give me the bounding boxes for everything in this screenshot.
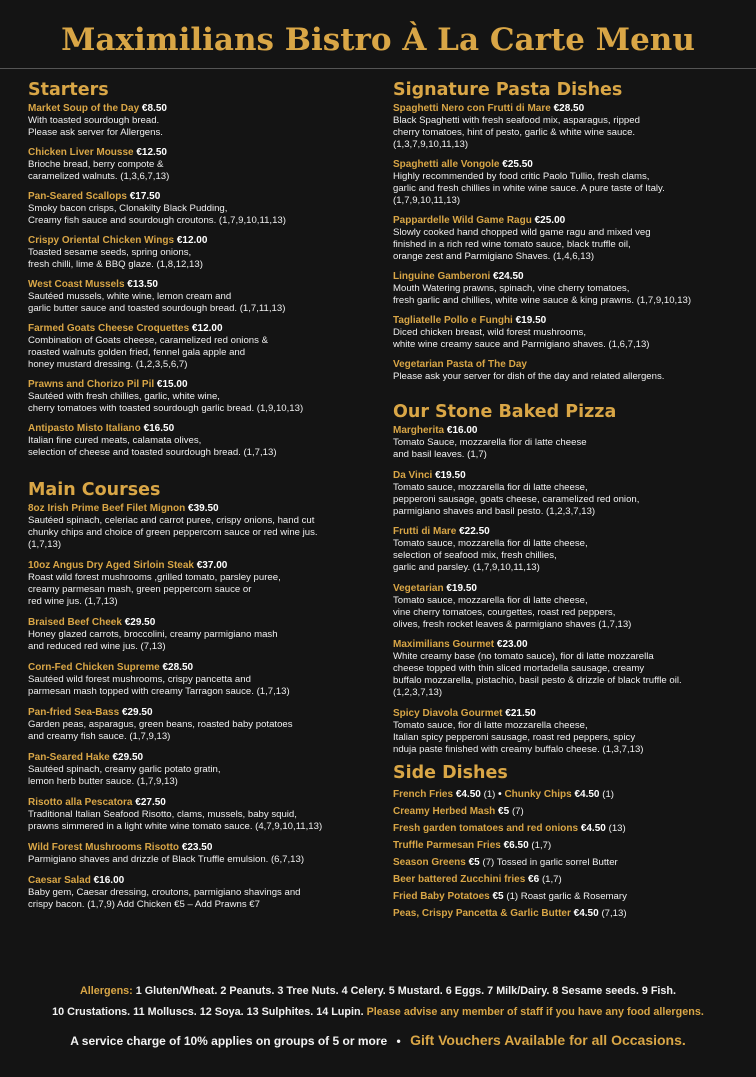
item-name: [393, 639, 745, 651]
item-description: Tomato sauce, fior di latte mozzarella cheese,: [393, 719, 588, 731]
side-price: €4.50: [573, 908, 599, 919]
menu-item: [28, 560, 380, 608]
item-description: Creamy fish sauce and sourdough croutons. (1,7,9,10,11,13): [28, 215, 286, 226]
item-description: and basil leaves. (1,7): [393, 449, 487, 460]
item-description: and reduced red wine jus. (7,13): [28, 641, 166, 652]
item-title: Braised Beef Cheek: [28, 617, 122, 628]
side-allergens: (1,7): [541, 874, 562, 885]
side-allergens: (1): [602, 789, 614, 800]
item-title: Market Soup of the Day: [28, 103, 140, 114]
item-description: Diced chicken breast, wild forest mushrooms,: [393, 327, 587, 338]
item-title: Prawns and Chorizo Pil Pil: [28, 379, 155, 390]
item-description: cheese topped with thin sliced mortadella sausage, creamy: [393, 663, 645, 674]
item-price: €23.50: [181, 842, 213, 853]
item-name: [28, 662, 380, 674]
item-title: Corn-Fed Chicken Supreme: [28, 662, 160, 673]
item-description: orange zest and Parmigiano Shaves. (1,4,6,13): [393, 251, 595, 262]
menu-item: [28, 423, 380, 459]
side-price: €6: [528, 874, 540, 885]
service-charge: A service charge of 10% applies on groups of 5 or more: [70, 1034, 388, 1048]
item-name: [28, 560, 380, 572]
item-title: Da Vinci: [393, 469, 433, 481]
allergy-advice: Please advise any member of staff if you have any food allergens.: [363, 1006, 704, 1018]
side-name: Season Greens: [393, 857, 466, 868]
item-description: olives, fresh rocket leaves & parmigiano shaves (1,7,13): [393, 618, 632, 630]
item-description: (1,3,7,9,10,11,13): [393, 139, 469, 150]
item-description: garlic and fresh chillies in white wine sauce. A pure taste of Italy.: [393, 183, 665, 194]
item-price: €13.50: [127, 279, 158, 290]
item-price: €16.00: [446, 425, 478, 436]
side-item: [393, 888, 745, 905]
menu-item: [393, 470, 745, 518]
item-description: With toasted sourdough bread.: [28, 115, 160, 126]
item-description: parmesan mash topped with creamy Tarragon sauce. (1,7,13): [28, 686, 290, 697]
item-description: Please ask server for Allergens.: [28, 127, 163, 138]
item-name: [28, 191, 380, 203]
menu-item: [28, 235, 380, 271]
menu-item: [393, 639, 745, 699]
item-description: White creamy base (no tomato sauce), fior di latte mozzarella: [393, 651, 654, 662]
item-description: honey mustard dressing. (1,2,3,5,6,7): [28, 359, 188, 370]
item-name: [28, 797, 380, 809]
item-title: West Coast Mussels: [28, 279, 125, 290]
item-description: buffalo mozzarella, pistachio, basil pesto & drizzle of black truffle oil.: [393, 675, 682, 686]
item-description: Italian fine cured meats, calamata olives,: [28, 435, 202, 446]
item-price: €8.50: [141, 103, 167, 114]
side-price: €6.50: [503, 840, 529, 851]
side-allergens: (1) Roast garlic & Rosemary: [506, 891, 627, 902]
side-price: €4.50: [574, 789, 600, 800]
menu-item: [393, 583, 745, 631]
menu-item: [28, 503, 380, 551]
item-description: Baby gem, Caesar dressing, croutons, parmigiano shavings and: [28, 887, 301, 898]
item-title: Farmed Goats Cheese Croquettes: [28, 323, 190, 334]
left-column: [28, 79, 380, 920]
item-title: Linguine Gamberoni: [393, 271, 491, 282]
item-name: [28, 147, 380, 159]
item-description: and creamy fish sauce. (1,7,9,13): [28, 731, 171, 742]
mains-heading: Main Courses: [28, 480, 161, 500]
item-price: €37.00: [196, 560, 228, 571]
menu-item: [28, 103, 380, 139]
side-name: Beer battered Zucchini fries: [393, 874, 526, 885]
side-name: Chunky Chips: [504, 789, 572, 800]
item-name: [28, 235, 380, 247]
allergens-legend-2: [0, 1006, 756, 1018]
item-price: €27.50: [135, 797, 166, 808]
sides-heading: Side Dishes: [393, 763, 508, 783]
side-name: French Fries: [393, 789, 454, 800]
title-divider: [0, 68, 756, 69]
item-description: garlic butter sauce and toasted sourdough bread. (1,7,11,13): [28, 303, 286, 314]
item-title: Pan-fried Sea-Bass: [28, 707, 120, 718]
item-description: Tomato sauce, mozzarella fior di latte cheese,: [393, 594, 588, 606]
item-description: Smoky bacon crisps, Clonakilty Black Pudding,: [28, 203, 228, 214]
allergens-line1: 1 Gluten/Wheat. 2 Peanuts. 3 Tree Nuts. 4 Celery. 5 Mustard. 6 Eggs. 7 Milk/Dairy. 8 Sesame seeds. 9 Fish.: [132, 985, 677, 997]
side-item: [393, 803, 745, 820]
item-description: Please ask your server for dish of the day and related allergens.: [393, 371, 665, 382]
side-item: [393, 854, 745, 871]
item-title: Margherita: [393, 425, 445, 436]
sides-section: [393, 762, 745, 922]
item-title: Wild Forest Mushrooms Risotto: [28, 842, 180, 853]
item-price: €17.50: [129, 191, 161, 202]
item-name: [28, 423, 380, 435]
starters-heading: Starters: [28, 80, 109, 100]
item-description: Tomato sauce, mozzarella fior di latte cheese,: [393, 481, 588, 493]
item-name: [28, 279, 380, 291]
item-title: Tagliatelle Pollo e Funghi: [393, 315, 513, 326]
item-description: Combination of Goats cheese, caramelized red onions &: [28, 335, 268, 346]
item-description: pepperoni sausage, goats cheese, caramelized red onion,: [393, 493, 640, 505]
item-title: Caesar Salad: [28, 875, 91, 886]
item-description: prawns simmered in a light white wine tomato sauce. (4,7,9,10,11,13): [28, 821, 323, 832]
item-description: Sautéed wild forest mushrooms, crispy pancetta and: [28, 674, 251, 685]
item-description: Traditional Italian Seafood Risotto, clams, mussels, baby squid,: [28, 809, 297, 820]
side-name: Peas, Crispy Pancetta & Garlic Butter: [393, 908, 571, 919]
item-price: €21.50: [505, 707, 536, 719]
item-description: nduja paste finished with creamy buffalo cheese. (1,3,7,13): [393, 743, 644, 755]
item-title: Spicy Diavola Gourmet: [393, 707, 503, 719]
item-name: [393, 470, 745, 482]
item-description: Slowly cooked hand chopped wild game ragu and mixed veg: [393, 227, 651, 238]
side-price: €5: [498, 806, 510, 817]
menu-item: [28, 662, 380, 698]
item-description: Sautéed spinach, celeriac and carrot puree, crispy onions, hand cut: [28, 515, 315, 526]
item-name: [28, 323, 380, 335]
menu-item: [28, 279, 380, 315]
side-item: [393, 820, 745, 837]
side-allergens: (13): [608, 823, 626, 834]
menu-item: [393, 359, 745, 383]
menu-item: [393, 271, 745, 307]
item-name: [28, 752, 380, 764]
menu-item: [393, 526, 745, 574]
item-name: [393, 271, 745, 283]
gift-vouchers: Gift Vouchers Available for all Occasions.: [410, 1032, 686, 1048]
item-description: Sautéed mussels, white wine, lemon cream and: [28, 291, 232, 302]
item-price: €15.00: [156, 379, 188, 390]
side-name: Fresh garden tomatoes and red onions: [393, 823, 579, 834]
side-name: Creamy Herbed Mash: [393, 806, 496, 817]
item-price: €12.00: [176, 235, 208, 246]
item-price: €29.50: [121, 707, 153, 718]
item-name: [393, 425, 745, 437]
item-description: Garden peas, asparagus, green beans, roasted baby potatoes: [28, 719, 293, 730]
mains-section: [28, 479, 380, 911]
menu-item: [393, 315, 745, 351]
item-description: selection of seafood mix, fresh chillies,: [393, 550, 557, 561]
item-price: €39.50: [188, 503, 219, 514]
item-name: [393, 315, 745, 327]
menu-title: Maximilians Bistro À La Carte Menu: [61, 22, 695, 58]
menu-item: [28, 797, 380, 833]
item-description: Tomato sauce, mozzarella fior di latte cheese,: [393, 538, 588, 549]
menu-item: [28, 842, 380, 866]
item-description: lemon herb butter sauce. (1,7,9,13): [28, 776, 178, 787]
item-description: red wine jus. (1,7,13): [28, 596, 118, 607]
menu-item: [28, 752, 380, 788]
item-price: €12.50: [136, 147, 167, 158]
item-description: caramelized walnuts. (1,3,6,7,13): [28, 171, 170, 182]
menu-item: [28, 379, 380, 415]
item-price: €22.50: [459, 526, 490, 537]
item-price: €19.50: [515, 315, 547, 326]
menu-item: [28, 875, 380, 911]
item-description: crispy bacon. (1,7,9) Add Chicken €5 – Add Prawns €7: [28, 899, 260, 910]
item-title: 10oz Angus Dry Aged Sirloin Steak: [28, 560, 194, 571]
side-price: €4.50: [455, 789, 481, 800]
item-name: [28, 503, 380, 515]
item-description: cherry tomatoes, hint of pesto, garlic & white wine sauce.: [393, 127, 636, 138]
side-separator: •: [498, 789, 502, 800]
item-name: [393, 103, 745, 115]
side-allergens: (7,13): [601, 908, 627, 919]
allergens-legend: [0, 985, 756, 997]
item-description: finished in a rich red wine tomato sauce, black truffle oil,: [393, 239, 631, 250]
item-name: [28, 103, 380, 115]
footer-bullet: •: [396, 1034, 401, 1048]
item-description: Sautéed with fresh chillies, garlic, white wine,: [28, 391, 220, 402]
item-description: Honey glazed carrots, broccolini, creamy parmigiano mash: [28, 629, 278, 640]
item-description: parmigiano shaves and basil pesto. (1,2,3,7,13): [393, 505, 596, 517]
item-title: Vegetarian Pasta of The Day: [393, 359, 527, 370]
side-item: [393, 905, 745, 922]
item-description: Highly recommended by food critic Paolo Tullio, fresh clams,: [393, 171, 650, 182]
right-column: [393, 79, 745, 922]
side-allergens: (1): [483, 789, 496, 800]
item-name: [393, 583, 745, 595]
item-price: €28.50: [553, 103, 585, 114]
item-name: [393, 526, 745, 538]
item-name: [28, 707, 380, 719]
service-note: [0, 1032, 756, 1048]
item-description: garlic and parsley. (1,7,9,10,11,13): [393, 562, 540, 573]
item-description: white wine creamy sauce and Parmigiano shaves. (1,6,7,13): [393, 339, 650, 350]
item-title: Vegetarian: [393, 582, 444, 594]
item-title: Frutti di Mare: [393, 526, 457, 537]
item-description: Black Spaghetti with fresh seafood mix, asparagus, ripped: [393, 115, 640, 126]
item-description: Brioche bread, berry compote &: [28, 159, 164, 170]
side-name: Fried Baby Potatoes: [393, 891, 490, 902]
item-description: (1,7,9,10,11,13): [393, 195, 461, 206]
item-description: Italian spicy pepperoni sausage, roast red peppers, spicy: [393, 731, 636, 743]
item-price: €24.50: [493, 271, 524, 282]
menu-item: [393, 425, 745, 461]
side-item: [393, 871, 745, 888]
item-title: Antipasto Misto Italiano: [28, 423, 141, 434]
item-name: [28, 617, 380, 629]
item-name: [393, 215, 745, 227]
item-title: Pan-Seared Scallops: [28, 191, 127, 202]
side-price: €5: [492, 891, 504, 902]
item-price: €29.50: [124, 617, 156, 628]
side-price: €5: [468, 857, 480, 868]
item-description: Mouth Watering prawns, spinach, vine cherry tomatoes,: [393, 283, 630, 294]
item-title: Maximilians Gourmet: [393, 639, 495, 650]
pizza-section: [393, 401, 745, 756]
menu-item: [393, 708, 745, 756]
item-description: vine cherry tomatoes, courgettes, roast red peppers,: [393, 606, 616, 618]
side-name: Truffle Parmesan Fries: [393, 840, 501, 851]
item-price: €16.00: [93, 875, 125, 886]
item-name: [393, 708, 745, 720]
item-name: [393, 159, 745, 171]
item-name: [28, 842, 380, 854]
menu-item: [393, 103, 745, 151]
menu-item: [28, 707, 380, 743]
menu-item: [28, 323, 380, 371]
item-title: Crispy Oriental Chicken Wings: [28, 235, 175, 246]
side-allergens: (7) Tossed in garlic sorrel Butter: [482, 857, 618, 868]
item-description: Tomato Sauce, mozzarella fior di latte cheese: [393, 437, 587, 448]
item-title: Risotto alla Pescatora: [28, 797, 133, 808]
item-title: Pappardelle Wild Game Ragu: [393, 215, 532, 226]
pizza-heading: Our Stone Baked Pizza: [393, 402, 617, 422]
pasta-heading: Signature Pasta Dishes: [393, 80, 623, 100]
item-price: €12.00: [191, 323, 223, 334]
item-price: €25.00: [534, 215, 566, 226]
allergens-label: Allergens:: [79, 985, 133, 997]
side-price: €4.50: [580, 823, 606, 834]
item-price: €25.50: [502, 159, 533, 170]
side-allergens: (1,7): [531, 840, 552, 851]
starters-section: [28, 79, 380, 459]
item-name: [28, 379, 380, 391]
side-allergens: (7): [511, 806, 524, 817]
item-description: creamy parmesan mash, green peppercorn sauce or: [28, 584, 252, 595]
item-description: cherry tomatoes with toasted sourdough garlic bread. (1,9,10,13): [28, 403, 304, 414]
menu-item: [28, 617, 380, 653]
item-title: Spaghetti Nero con Frutti di Mare: [393, 103, 551, 114]
item-price: €19.50: [446, 582, 477, 594]
pasta-section: [393, 79, 745, 383]
item-name: [28, 875, 380, 887]
allergens-line2: 10 Crustations. 11 Molluscs. 12 Soya. 13 Sulphites. 14 Lupin.: [52, 1006, 364, 1018]
item-description: (1,7,13): [28, 539, 62, 550]
item-price: €29.50: [112, 752, 144, 763]
menu-item: [28, 147, 380, 183]
item-title: Spaghetti alle Vongole: [393, 159, 500, 170]
item-description: Parmigiano shaves and drizzle of Black Truffle emulsion. (6,7,13): [28, 854, 305, 865]
item-description: chunky chips and choice of green peppercorn sauce or red wine jus.: [28, 527, 318, 538]
item-description: Roast wild forest mushrooms ,grilled tomato, parsley puree,: [28, 572, 281, 583]
side-item-fries-chips: [393, 786, 745, 803]
item-price: €28.50: [162, 662, 194, 673]
item-description: Sautéed spinach, creamy garlic potato gratin,: [28, 764, 221, 775]
menu-item: [393, 215, 745, 263]
item-description: roasted walnuts golden fried, fennel gala apple and: [28, 347, 246, 358]
item-price: €16.50: [143, 423, 175, 434]
item-title: 8oz Irish Prime Beef Filet Mignon: [28, 503, 186, 514]
item-description: fresh garlic and chillies, white wine sauce & king prawns. (1,7,9,10,13): [393, 295, 692, 306]
side-item: [393, 837, 745, 854]
item-description: fresh chilli, lime & BBQ glaze. (1,8,12,13): [28, 259, 203, 270]
item-title: Chicken Liver Mousse: [28, 147, 134, 158]
item-price: €19.50: [435, 469, 466, 481]
side-list: [393, 803, 745, 922]
item-price: €23.00: [496, 639, 528, 650]
item-name: [393, 359, 745, 371]
item-title: Pan-Seared Hake: [28, 752, 110, 763]
item-description: Toasted sesame seeds, spring onions,: [28, 247, 192, 258]
item-description: (1,2,3,7,13): [393, 687, 443, 698]
menu-item: [28, 191, 380, 227]
item-description: selection of cheese and toasted sourdough bread. (1,7,13): [28, 447, 277, 458]
menu-item: [393, 159, 745, 207]
